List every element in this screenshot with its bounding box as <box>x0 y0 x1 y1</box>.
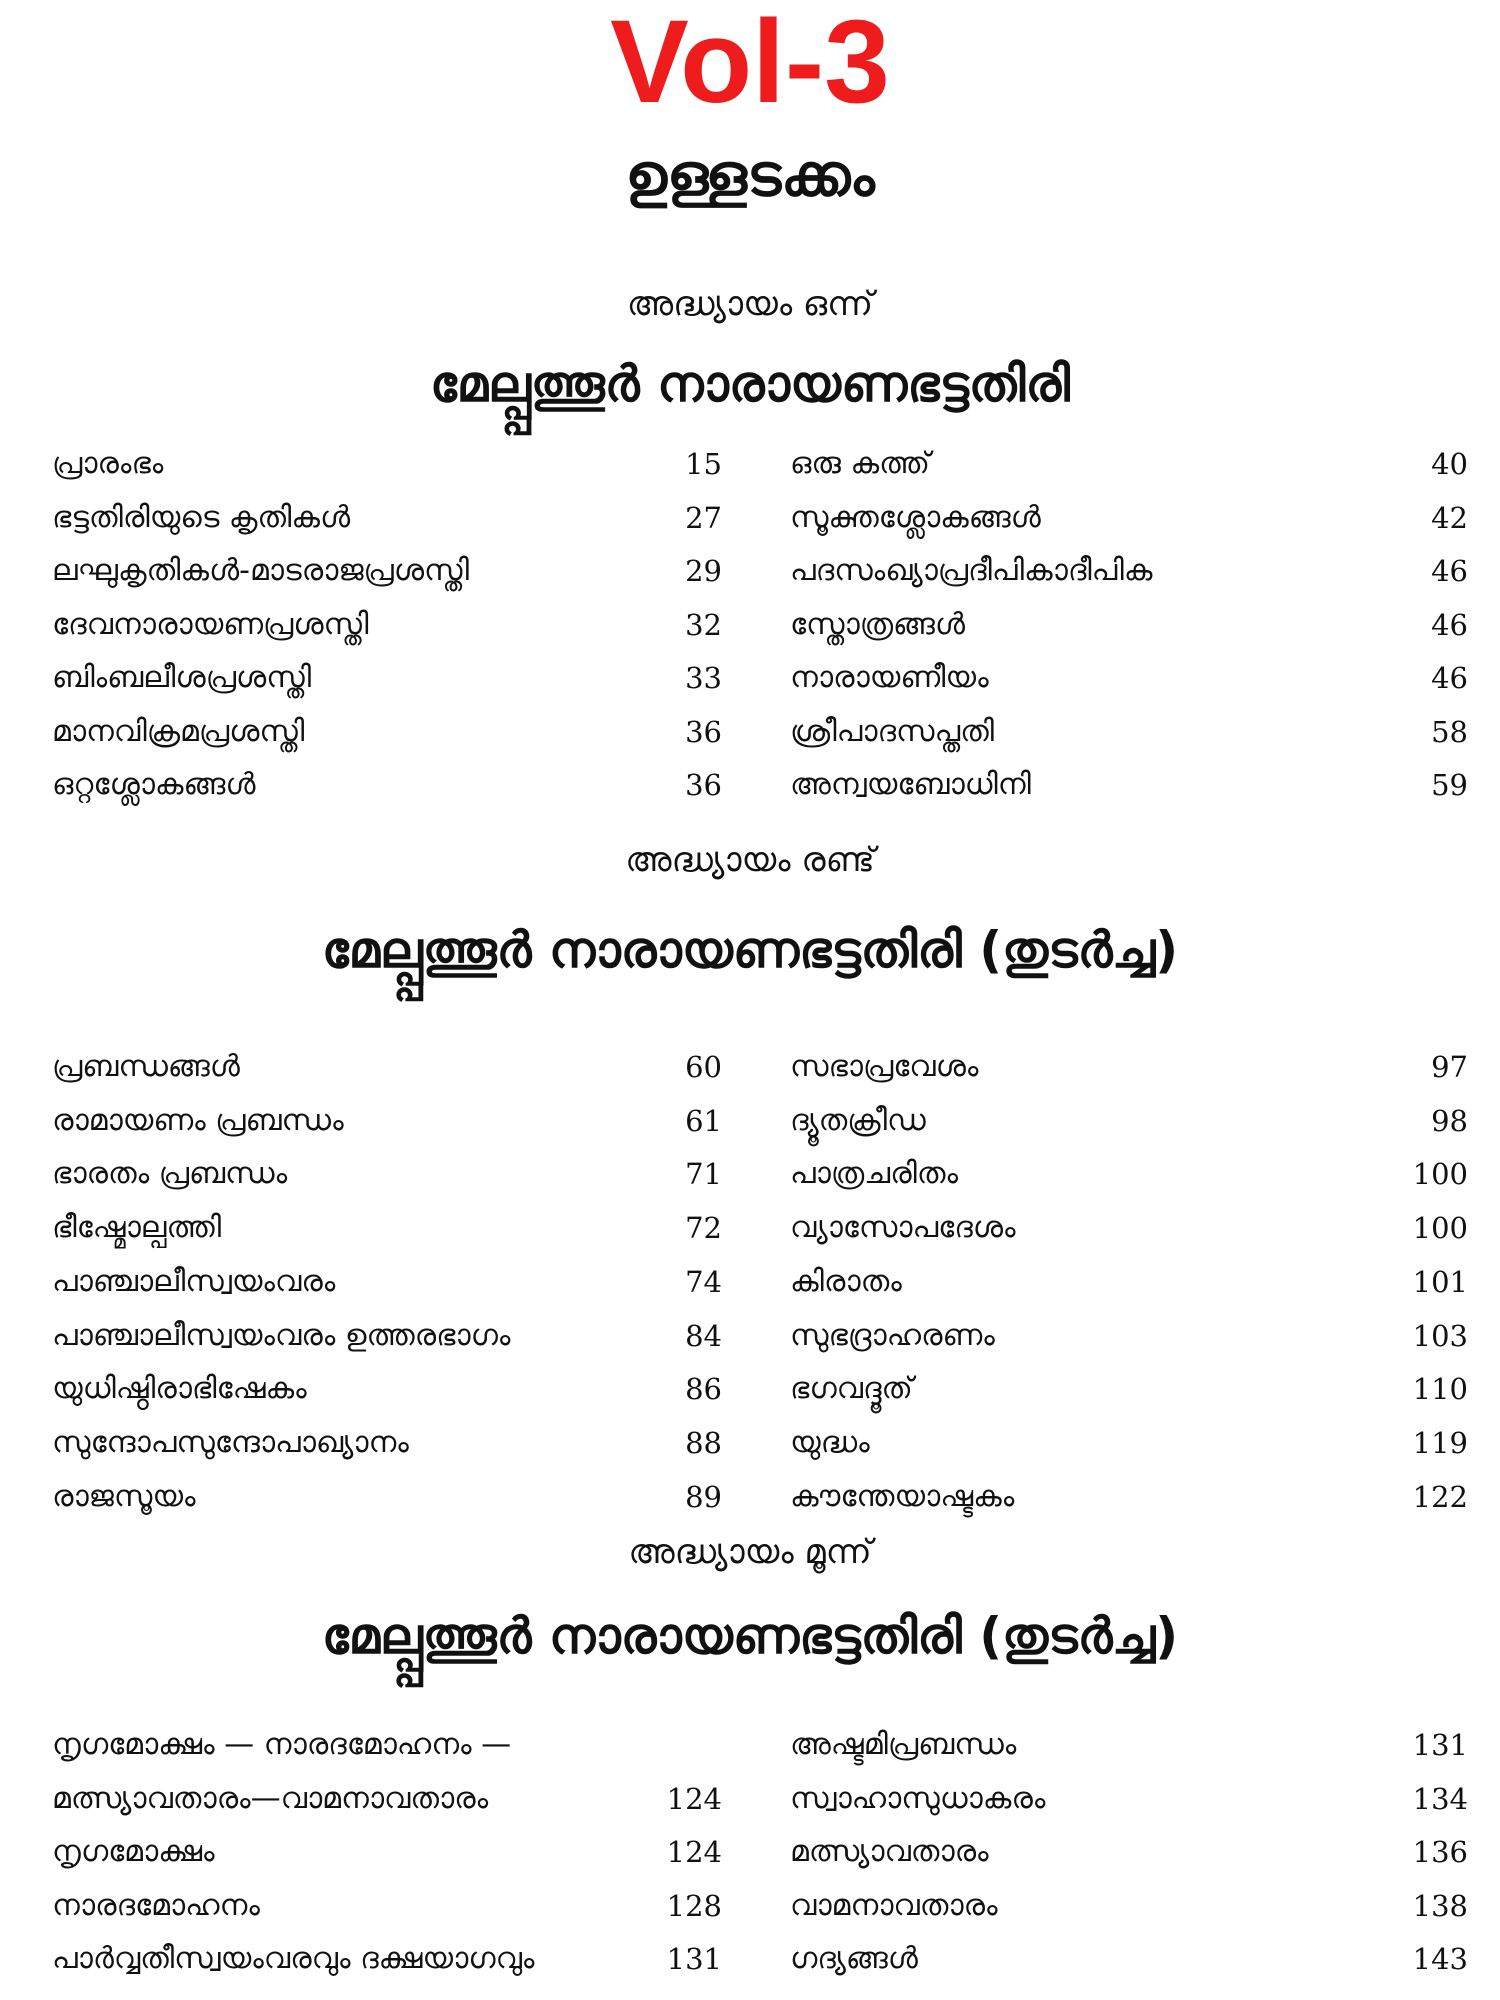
toc-entry-page: 143 <box>1412 1942 1468 1976</box>
toc-entry-page: 124 <box>666 1781 722 1816</box>
toc-entry-title: പ്രാരംഭം <box>52 446 164 481</box>
toc-entry-page: 46 <box>1431 661 1468 695</box>
toc-entry-page: 84 <box>685 1318 722 1353</box>
toc-entry-page: 86 <box>685 1372 722 1407</box>
toc-entry-page: 36 <box>685 768 722 802</box>
toc-entry-title: ബിംബലീശപ്രശസ്തി <box>52 660 312 695</box>
toc-entry-title: സ്വാഹാസുധാകരം <box>790 1780 1046 1816</box>
chapter-title: മേല്പ്പത്തൂർ നാരായണഭട്ടതിരി (തുടർച്ച) <box>321 921 1179 979</box>
toc-entry-page: 88 <box>685 1425 722 1460</box>
toc-entry-page: 97 <box>1431 1050 1468 1084</box>
toc-entry-title: ശ്രീപാദസപ്തതി <box>790 713 995 749</box>
toc-entry-page: 46 <box>1431 554 1468 588</box>
toc-entry-page: 61 <box>685 1103 722 1138</box>
toc-entry-page: 103 <box>1412 1318 1468 1353</box>
toc-entry-page: 60 <box>685 1050 722 1084</box>
toc-entry-page: 100 <box>1412 1157 1468 1192</box>
toc-entry-title: നൃഗമോക്ഷം — നാരദമോഹനം — <box>52 1727 512 1762</box>
toc-entry-page: 110 <box>1412 1372 1468 1407</box>
toc-entry-page: 74 <box>685 1264 722 1299</box>
chapter-label: അദ്ധ്യായം ഒന്ന് <box>626 284 874 324</box>
toc-entry-title: മത്സ്യാവതാരം—വാമനാവതാരം <box>52 1780 489 1816</box>
toc-entry-title: സുന്ദോപസുന്ദോപാഖ്യാനം <box>52 1424 409 1460</box>
toc-entry-page: 138 <box>1412 1888 1468 1923</box>
toc-entry-title: മത്സ്യാവതാരം <box>790 1834 989 1869</box>
toc-entry-page: 98 <box>1431 1103 1468 1138</box>
toc-entry-page: 42 <box>1431 500 1468 535</box>
toc-entry-title: ഒറ്റശ്ലോകങ്ങൾ <box>52 767 256 802</box>
toc-entry-title: യുദ്ധം <box>790 1424 870 1460</box>
toc-entry-title: പാഞ്ചാലീസ്വയംവരം <box>52 1263 336 1299</box>
toc-entry-title: പാത്രചരിതം <box>790 1156 959 1192</box>
volume-label: Vol-3 <box>610 0 890 128</box>
toc-entry-title: ഭഗവദ്ദൂത് <box>790 1371 913 1407</box>
toc-entry-title: പ്രബന്ധങ്ങൾ <box>52 1049 240 1084</box>
chapter-title: മേല്പ്പത്തൂർ നാരായണഭട്ടതിരി <box>429 355 1070 413</box>
toc-entry-page: 32 <box>685 607 722 642</box>
toc-entry-page: 119 <box>1412 1425 1468 1460</box>
toc-entry-title: സുഭദ്രാഹരണം <box>790 1317 995 1353</box>
toc-entry-page: 100 <box>1412 1211 1468 1246</box>
toc-entry-title: ഭട്ടതിരിയുടെ കൃതികൾ <box>52 499 351 535</box>
toc-entry-page: 134 <box>1412 1781 1468 1816</box>
toc-entry-title: മാനവിക്രമപ്രശസ്തി <box>52 713 305 749</box>
toc-entry-page: 40 <box>1431 447 1468 481</box>
toc-entry-title: ഭീഷ്മോല്പത്തി <box>52 1210 222 1246</box>
toc-entry-title: നൃഗമോക്ഷം <box>52 1834 215 1869</box>
chapter-title: മേല്പ്പത്തൂർ നാരായണഭട്ടതിരി (തുടർച്ച) <box>321 1607 1179 1665</box>
toc-entry-title: ലഘുകൃതികൾ-മാടരാജപ്രശസ്തി <box>52 553 470 588</box>
toc-entry-page: 122 <box>1412 1479 1468 1514</box>
toc-entry-page: 131 <box>1412 1728 1468 1762</box>
toc-entry-page: 89 <box>685 1479 722 1514</box>
toc-entry-title: വാമനാവതാരം <box>790 1887 998 1923</box>
toc-entry-page: 101 <box>1412 1264 1468 1299</box>
toc-entry-page: 131 <box>666 1942 722 1976</box>
toc-entry-page: 15 <box>685 447 722 481</box>
toc-entry-page: 71 <box>685 1157 722 1192</box>
toc-entry-title: പാർവ്വതീസ്വയംവരവും ദക്ഷയാഗവും <box>52 1941 535 1976</box>
toc-entry-page: 33 <box>685 661 722 695</box>
toc-entry-title: രാമായണം പ്രബന്ധം <box>52 1102 344 1138</box>
toc-entry-page: 58 <box>1431 714 1468 749</box>
toc-entry-title: നാരദമോഹനം <box>52 1887 260 1923</box>
toc-entry-title: യുധിഷ്ഠിരാഭിഷേകം <box>52 1371 307 1407</box>
toc-entry-title: ഗദ്യങ്ങൾ <box>790 1941 918 1976</box>
toc-entry-title: സൂക്തശ്ലോകങ്ങൾ <box>790 499 1041 535</box>
toc-entry-title: കിരാതം <box>790 1263 902 1299</box>
chapter-label: അദ്ധ്യായം മൂന്ന് <box>628 1532 872 1572</box>
toc-entry-title: പദസംഖ്യാപ്രദീപികാദീപിക <box>790 553 1153 588</box>
toc-entry-page: 136 <box>1412 1835 1468 1869</box>
toc-entry-page: 128 <box>666 1888 722 1923</box>
toc-entry-title: രാജസൂയം <box>52 1478 196 1514</box>
toc-entry-page: 46 <box>1431 607 1468 642</box>
toc-entry-title: ദ്യൂതക്രീഡ <box>790 1102 926 1138</box>
chapter-label: അദ്ധ്യായം രണ്ട് <box>625 840 875 880</box>
toc-entry-title: അഷ്ടമിപ്രബന്ധം <box>790 1727 1017 1762</box>
toc-entry-page: 29 <box>685 554 722 588</box>
toc-entry-page: 59 <box>1431 768 1468 802</box>
toc-entry-page: 124 <box>666 1835 722 1869</box>
toc-entry-title: കൗന്തേയാഷ്ടകം <box>790 1478 1015 1514</box>
toc-entry-title: സ്തോത്രങ്ങൾ <box>790 606 965 642</box>
toc-entry-title: ഭാരതം പ്രബന്ധം <box>52 1156 288 1192</box>
toc-entry-title: പാഞ്ചാലീസ്വയംവരം ഉത്തരഭാഗം <box>52 1317 511 1353</box>
toc-entry-title: ഒരു കത്ത് <box>790 446 930 481</box>
toc-entry-title: സഭാപ്രവേശം <box>790 1049 979 1084</box>
toc-entry-title: അന്വയബോധിനി <box>790 767 1031 802</box>
toc-entry-page: 72 <box>685 1211 722 1246</box>
toc-entry-page: 36 <box>685 714 722 749</box>
toc-entry-page: 27 <box>685 500 722 535</box>
toc-entry-title: വ്യാസോപദേശം <box>790 1210 1016 1246</box>
contents-title: ഉള്ളടക്കം <box>625 141 875 209</box>
toc-entry-title: ദേവനാരായണപ്രശസ്തി <box>52 606 369 642</box>
toc-entry-title: നാരായണീയം <box>790 660 989 695</box>
